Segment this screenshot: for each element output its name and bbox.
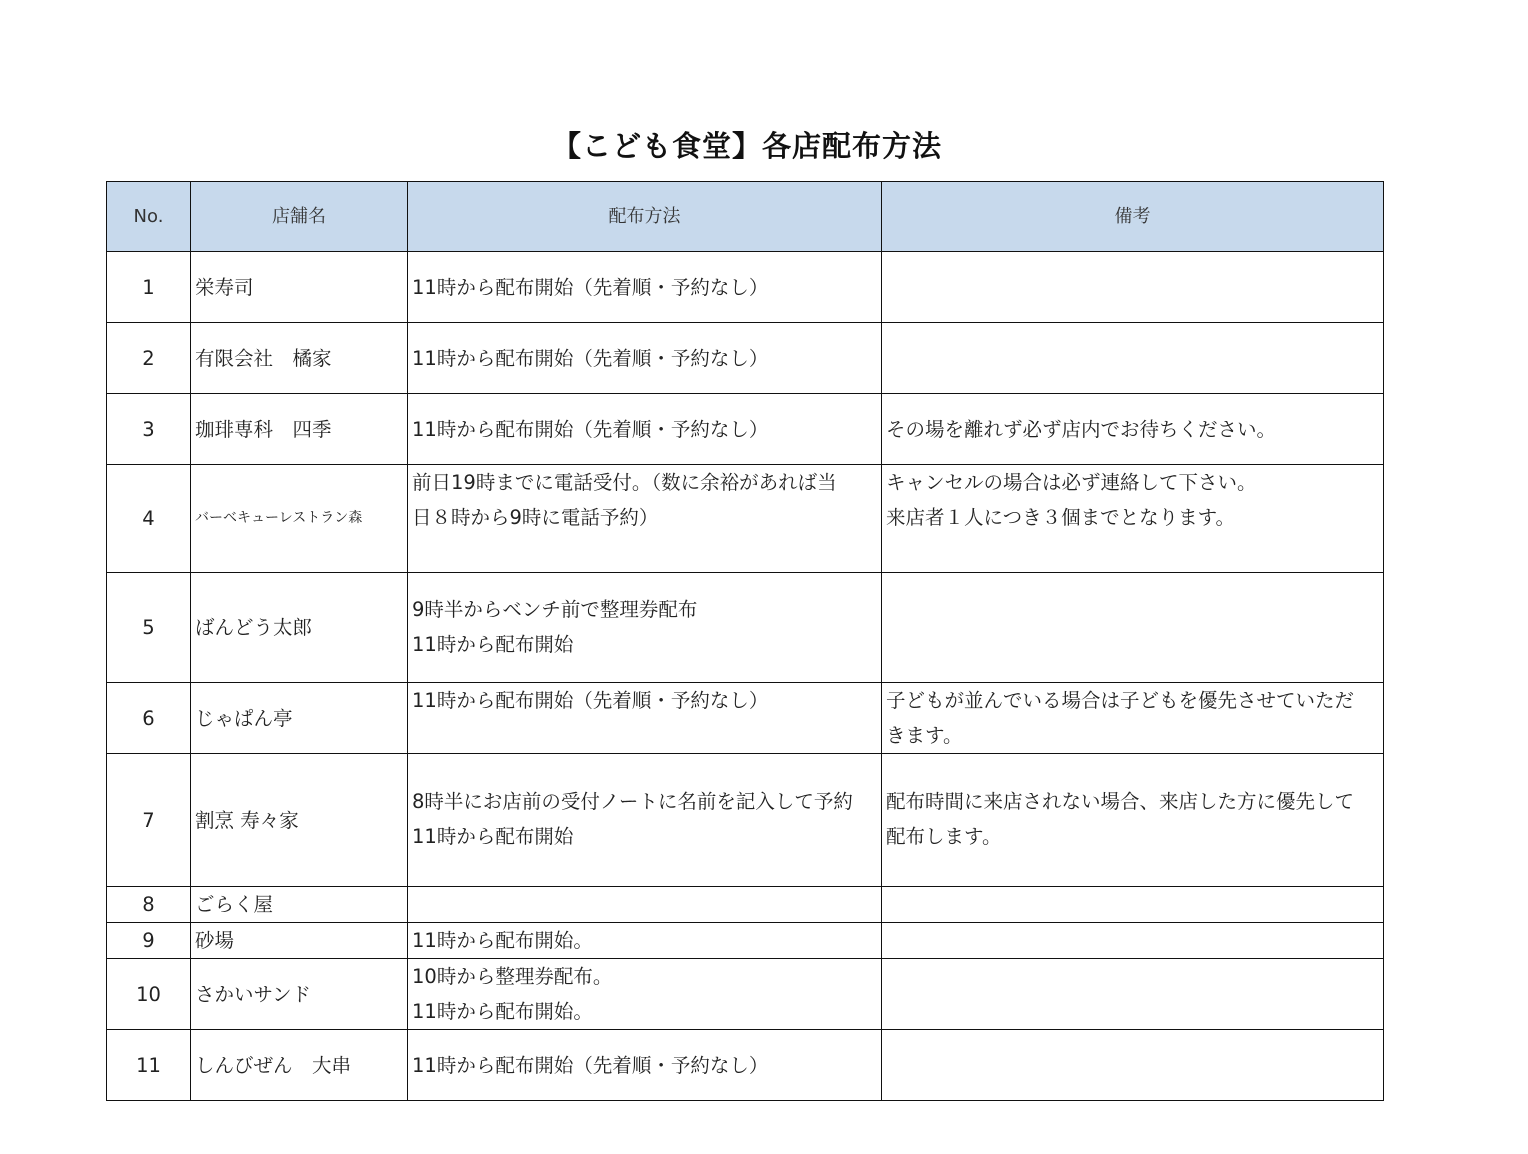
- distribution-method: [408, 959, 882, 1030]
- method-line: 11時から配布開始: [412, 825, 574, 848]
- table-row: [107, 323, 1384, 394]
- method-line: 日８時から9時に電話予約）: [412, 506, 659, 529]
- note-line: 配布時間に来店されない場合、来店した方に優先して: [886, 790, 1355, 813]
- header-no: No.: [107, 182, 191, 252]
- store-name: 砂場: [191, 923, 408, 959]
- row-number: 1: [107, 252, 191, 323]
- distribution-method: [408, 465, 882, 573]
- method-line: 10時から整理券配布。: [412, 965, 613, 988]
- store-name: じゃぱん亭: [191, 683, 408, 754]
- method-line: 11時から配布開始（先着順・予約なし）: [412, 275, 769, 299]
- distribution-method: [408, 887, 882, 923]
- distribution-method: [408, 573, 882, 683]
- store-name: 栄寿司: [191, 252, 408, 323]
- row-number: 10: [107, 959, 191, 1030]
- remarks: [882, 754, 1384, 887]
- table-row: [107, 754, 1384, 887]
- note-line: 来店者１人につき３個までとなります。: [886, 506, 1236, 529]
- store-name: ごらく屋: [191, 887, 408, 923]
- table-row: [107, 959, 1384, 1030]
- method-line: 前日19時までに電話受付。（数に余裕があれば当: [412, 471, 837, 494]
- method-line: 11時から配布開始（先着順・予約なし）: [412, 346, 769, 370]
- row-number: 11: [107, 1030, 191, 1101]
- row-number: 4: [107, 465, 191, 573]
- table-row: [107, 1030, 1384, 1101]
- method-line: 11時から配布開始。: [412, 929, 593, 952]
- store-name: 珈琲専科 四季: [191, 394, 408, 465]
- method-line: 11時から配布開始: [412, 633, 574, 656]
- table-row: [107, 887, 1384, 923]
- table-row: [107, 683, 1384, 754]
- table-row: [107, 252, 1384, 323]
- store-name: バーベキューレストラン森: [191, 465, 408, 573]
- distribution-table: [106, 181, 1384, 1101]
- row-number: 5: [107, 573, 191, 683]
- store-name: ばんどう太郎: [191, 573, 408, 683]
- distribution-method: [408, 252, 882, 323]
- method-line: 11時から配布開始（先着順・予約なし）: [412, 689, 769, 712]
- note-line: その場を離れず必ず店内でお待ちください。: [886, 417, 1277, 441]
- note-line: 子どもが並んでいる場合は子どもを優先させていただ: [886, 689, 1355, 712]
- row-number: 7: [107, 754, 191, 887]
- store-name: 有限会社 橘家: [191, 323, 408, 394]
- store-name: 割烹 寿々家: [191, 754, 408, 887]
- remarks: [882, 1030, 1384, 1101]
- method-line: 11時から配布開始。: [412, 1000, 593, 1023]
- row-number: 8: [107, 887, 191, 923]
- table-row: [107, 465, 1384, 573]
- remarks: [882, 323, 1384, 394]
- table-row: [107, 573, 1384, 683]
- page-title: 【こども食堂】各店配布方法: [551, 129, 942, 163]
- distribution-method: [408, 1030, 882, 1101]
- table-row: [107, 923, 1384, 959]
- row-number: 2: [107, 323, 191, 394]
- header-distribution-method: 配布方法: [408, 182, 882, 252]
- header-store-name: 店舗名: [191, 182, 408, 252]
- row-number: 6: [107, 683, 191, 754]
- remarks: [882, 887, 1384, 923]
- store-name: しんびぜん 大串: [191, 1030, 408, 1101]
- remarks: [882, 394, 1384, 465]
- distribution-method: [408, 323, 882, 394]
- distribution-method: [408, 394, 882, 465]
- distribution-method: [408, 683, 882, 754]
- table-row: [107, 394, 1384, 465]
- store-name: さかいサンド: [191, 959, 408, 1030]
- method-line: 11時から配布開始（先着順・予約なし）: [412, 417, 769, 441]
- method-line: 11時から配布開始（先着順・予約なし）: [412, 1053, 769, 1077]
- remarks: [882, 252, 1384, 323]
- row-number: 9: [107, 923, 191, 959]
- row-number: 3: [107, 394, 191, 465]
- distribution-method: [408, 754, 882, 887]
- note-line: キャンセルの場合は必ず連絡して下さい。: [886, 471, 1257, 494]
- method-line: 9時半からベンチ前で整理券配布: [412, 598, 698, 621]
- method-line: 8時半にお店前の受付ノートに名前を記入して予約: [412, 790, 853, 813]
- note-line: 配布します。: [886, 825, 1002, 848]
- remarks: [882, 683, 1384, 754]
- note-line: きます。: [886, 724, 963, 747]
- remarks: [882, 573, 1384, 683]
- header-remarks: 備考: [882, 182, 1384, 252]
- distribution-method: [408, 923, 882, 959]
- header-row: [107, 182, 1384, 252]
- remarks: [882, 923, 1384, 959]
- remarks: [882, 959, 1384, 1030]
- remarks: [882, 465, 1384, 573]
